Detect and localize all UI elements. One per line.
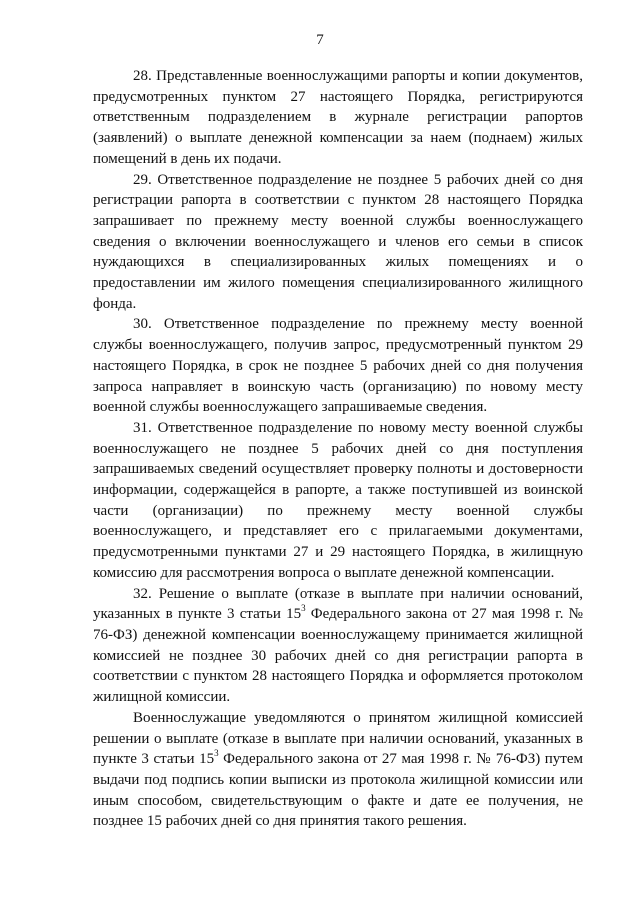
paragraph-notification (93, 708, 583, 832)
paragraph-32 (93, 584, 583, 708)
paragraph-text: Федерального закона от 27 мая 1998 г. № 76-ФЗ) путем выдачи под подпись копии выписки из протокола жилищной комиссии или иным способом, свидетельствующим о факте и дате ее получения, не позднее 15 рабочих дней со дня принятия такого решения. (93, 751, 584, 830)
paragraph-30: 30. Ответственное подразделение по прежнему месту военной службы военнослужащего, получив запрос, предусмотренный пунктом 29 настоящего Порядка, в срок не позднее 5 рабочих дней со дня получения запроса направляет в воинскую часть (организацию) по новому месту военной службы военнослужащего запрашиваемые сведения. (93, 316, 583, 416)
paragraph-text: Федерального закона от 27 мая 1998 г. № 76-ФЗ) денежной компенсации военнослужащему принимается жилищной комиссией не позднее 30 рабочих дней со дня регистрации рапорта в соответствии с пунктом 28 настоящего Порядка и оформляется протоколом жилищной комиссии. (93, 606, 583, 706)
page-number: 7 (316, 32, 324, 48)
paragraph-29: 29. Ответственное подразделение не позднее 5 рабочих дней со дня регистрации рапорта в соответствии с пунктом 28 настоящего Порядка запрашивает по прежнему месту военной службы военнослужащего сведения о включении военнослужащего и членов его семьи в список нуждающихся в специализированных жилых помещениях и о предоставлении им жилого помещения специализированного жилищного фонда. (93, 171, 583, 312)
superscript: 3 (214, 748, 219, 759)
paragraph-31: 31. Ответственное подразделение по новому месту военной службы военнослужащего не позднее 5 рабочих дней со дня поступления запрашиваемых сведений осуществляет проверку полноты и достоверности информации, содержащейся в рапорте, а также поступившей из воинской части (организации) по прежнему месту военной службы военнослужащего, и представляет его с прилагаемыми документами, предусмотренными пунктами 27 и 29 настоящего Порядка, в жилищную комиссию для рассмотрения вопроса о выплате денежной компенсации. (93, 419, 583, 581)
document-body (93, 66, 583, 832)
superscript: 3 (301, 603, 306, 614)
paragraph-text: 32. Решение о выплате (отказе в выплате при наличии оснований, указанных в пункте 3 статьи 15 (93, 585, 583, 623)
paragraph-28: 28. Представленные военнослужащими рапорты и копии документов, предусмотренных пунктом 27 настоящего Порядка, регистрируются ответственным подразделением в журнале регистрации рапортов (заявлений) о выплате денежной компенсации за наем (поднаем) жилых помещений в день их подачи. (93, 68, 583, 167)
paragraph-text: Военнослужащие уведомляются о принятом жилищной комиссией решении о выплате (отказе в выплате при наличии оснований, указанных в пункте 3 статьи 15 (93, 709, 583, 768)
